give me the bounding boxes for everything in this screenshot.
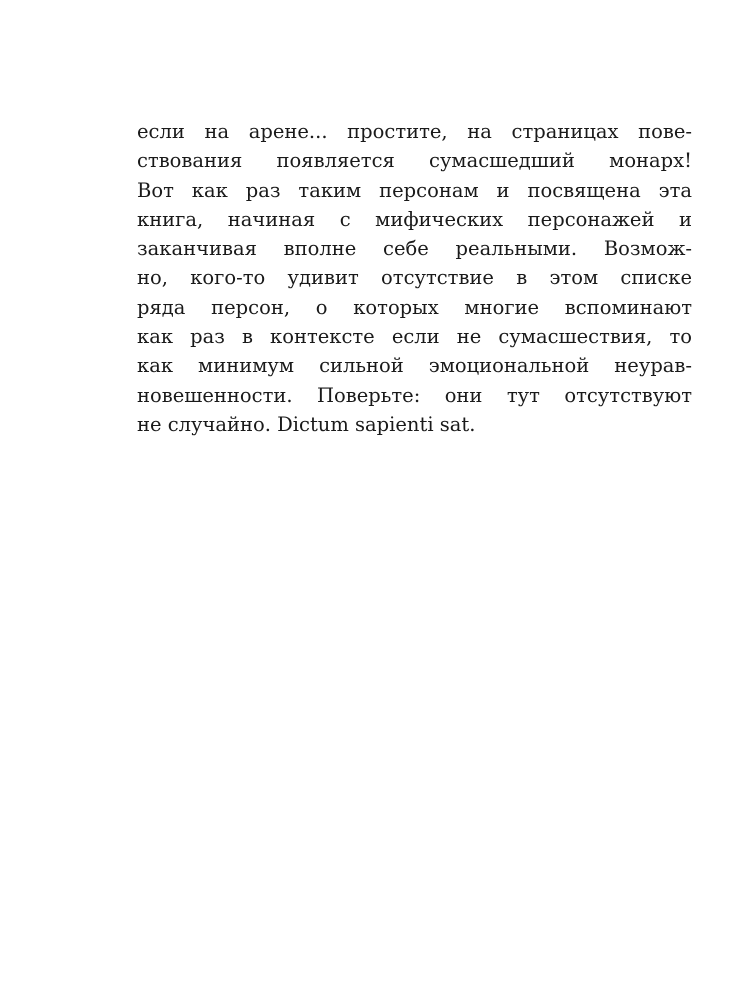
text-line: если на арене... простите, на страницах пове- (137, 120, 692, 143)
text-line: книга, начиная с мифических персонажей и (137, 207, 692, 231)
text-line: ряда персон, о которых многие вспоминают (137, 295, 692, 319)
text-line: Вот как раз таким персонам и посвящена эта (137, 178, 692, 202)
text-line: не случайно. Dictum sapienti sat. (137, 412, 476, 436)
text-line: ствования появляется сумасшедший монарх! (137, 149, 692, 173)
text-line: но, кого-то удивит отсутствие в этом списке (137, 266, 692, 290)
body-paragraph (137, 117, 692, 439)
text-line: как минимум сильной эмоциональной неурав- (137, 354, 692, 378)
text-line: как раз в контексте если не сумасшествия, то (137, 325, 692, 349)
text-line: заканчивая вполне себе реальными. Возмож- (137, 237, 692, 261)
text-line: новешенности. Поверьте: они тут отсутствуют (137, 383, 692, 407)
